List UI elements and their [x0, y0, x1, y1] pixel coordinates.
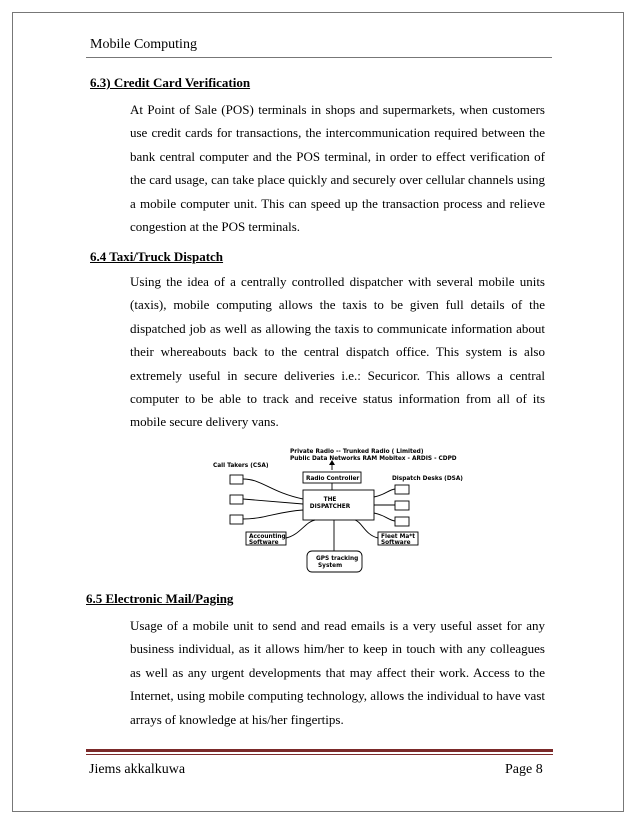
connector-accounting — [286, 520, 315, 538]
accounting-label-line1: Accounting — [249, 534, 286, 540]
dispatcher-label-line1: THE — [323, 497, 337, 503]
heading-taxi-truck-dispatch: 6.4 Taxi/Truck Dispatch — [90, 249, 224, 264]
connector-dispatch-desk-3 — [374, 513, 395, 521]
paragraph-electronic-mail-paging: Usage of a mobile unit to send and read emails is a very useful asset for any business individual, as it allows him/her to keep in touch with any colleagues as well as any urgent developments that may affect their work. Access to the Internet, using mobile computing technology, allows the individual to have vast arrays of knowledge at his/her fingertips. — [130, 618, 545, 727]
paragraph-credit-card-verification: At Point of Sale (POS) terminals in shops and supermarkets, when customers use credit cards for transactions, the intercommunication required between the bank central computer and the POS terminal, in order to effect verification of the card usage, can take place quickly and securely over cellular channels using a mobile computer unit. This can speed up the transaction process and relieve congestion at the POS terminals. — [130, 102, 545, 235]
paragraph-taxi-truck-dispatch: Using the idea of a centrally controlled dispatcher with several mobile units (taxis), mobile computing allows the taxis to be given full details of the dispatched job as well as allowing the taxis to communicate information about their whereabouts back to the central dispatch office. This system is also extremely useful in secure deliveries i.e.: Securicor. This allows a central computer to be able to track and receive status information from all of its mobile secure delivery vans. — [130, 274, 545, 430]
footer-rule — [86, 749, 553, 752]
call-taker-box-3 — [230, 515, 243, 524]
connector-fleet — [355, 520, 378, 538]
gps-label-line2: System — [318, 563, 343, 569]
fleet-label-line2: Software — [381, 540, 411, 546]
heading-credit-card-verification: 6.3) Credit Card Verification — [90, 75, 251, 90]
dispatch-desk-box-1 — [395, 485, 409, 494]
footer-author: Jiems akkalkuwa — [89, 762, 186, 777]
heading-electronic-mail-paging: 6.5 Electronic Mail/Paging — [86, 591, 234, 606]
connector-dispatch-desk-1 — [374, 489, 395, 497]
dispatch-desk-box-3 — [395, 517, 409, 526]
page-number: Page 8 — [505, 762, 543, 777]
call-taker-box-2 — [230, 495, 243, 504]
connector-call-taker-3 — [243, 510, 303, 519]
dispatcher-label-line2: DISPATCHER — [309, 504, 351, 510]
accounting-label-line2: Software — [249, 540, 279, 546]
running-header: Mobile Computing — [90, 37, 197, 52]
radio-controller-label: Radio Controller — [306, 476, 360, 482]
call-taker-box-1 — [230, 475, 243, 484]
gps-label-line1: GPS tracking — [316, 556, 359, 562]
connector-call-taker-1 — [243, 479, 303, 499]
call-takers-label: Call Takers (CSA) — [213, 463, 269, 469]
dispatch-desk-box-2 — [395, 501, 409, 510]
network-label-line1: Private Radio -- Trunked Radio ( Limited) — [290, 449, 424, 455]
footer-rule-thin — [86, 754, 553, 755]
connector-call-taker-2 — [243, 499, 303, 504]
network-label-line2: Public Data Networks RAM Mobitex - ARDIS - CDPD — [290, 456, 457, 462]
fleet-label-line1: Fleet Ma*t — [381, 534, 416, 540]
dispatch-desks-label: Dispatch Desks (DSA) — [392, 476, 463, 482]
